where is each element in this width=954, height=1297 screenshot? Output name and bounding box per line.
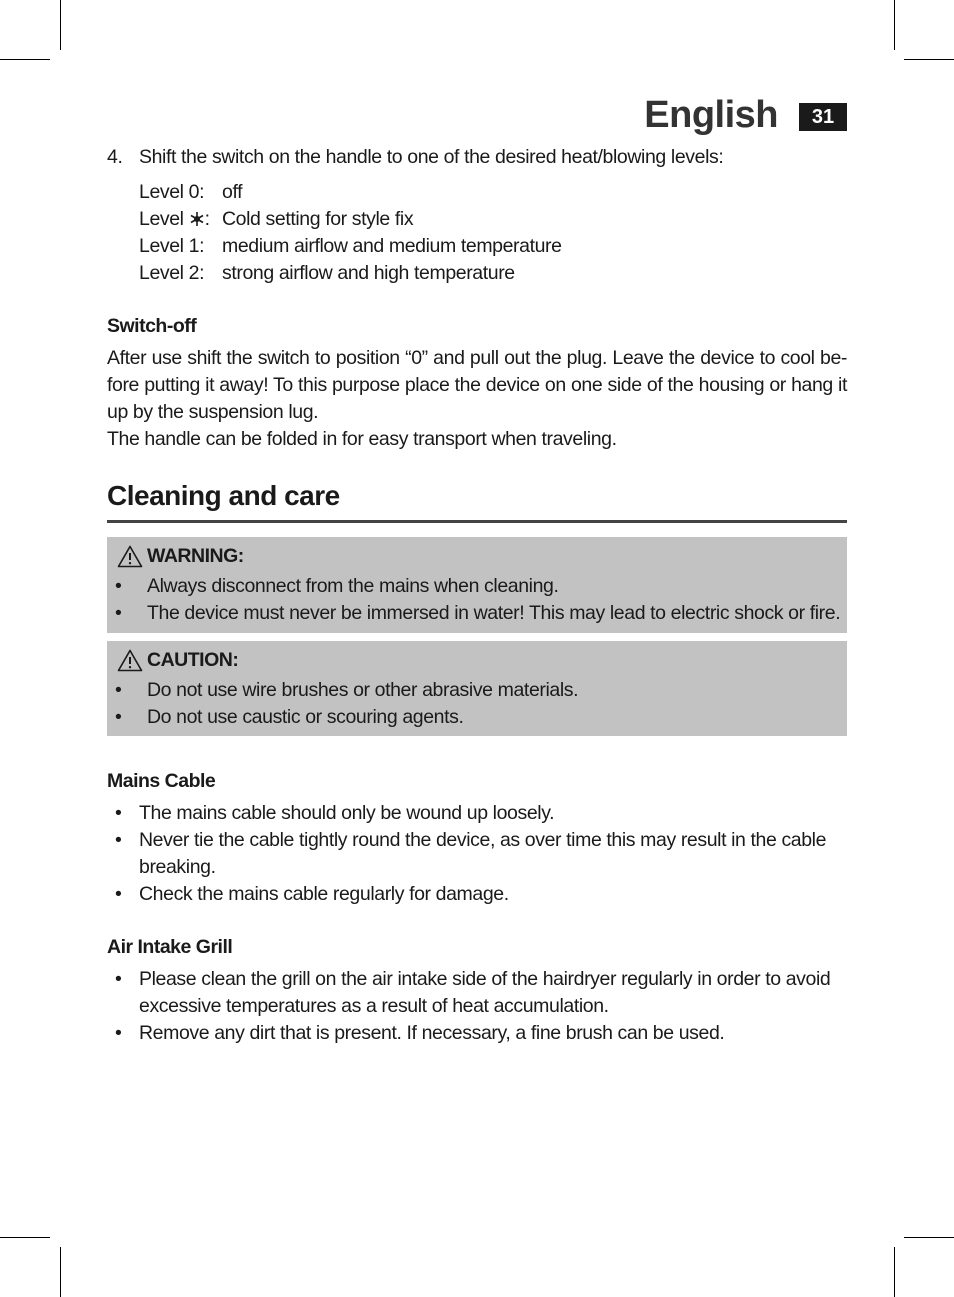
page-number: 31 (799, 103, 847, 131)
switch-off-heading: Switch-off (107, 315, 197, 337)
warning-heading-text: WARNING: (147, 545, 244, 567)
crop-mark (894, 1247, 895, 1297)
warning-box (107, 537, 847, 633)
list-item-text: Never tie the cable tightly round the device, as over time this may result in the cable breaking. (139, 829, 827, 878)
crop-mark (0, 1237, 50, 1238)
level-label: Level 2: (139, 262, 205, 284)
list-item (107, 827, 847, 881)
level-label: Level 1: (139, 235, 205, 257)
list-item-text: Please clean the grill on the air intake side of the hairdryer regularly in order to avoid excessive temperatures as a result of heat accumulation. (139, 968, 831, 1017)
level-label (139, 206, 210, 233)
list-item-text: Do not use wire brushes or other abrasive materials. (147, 679, 579, 701)
level-label-suffix: : (204, 208, 210, 230)
bullet: • (115, 883, 122, 905)
section-title: Cleaning and care (107, 480, 340, 511)
warning-triangle-icon (117, 545, 143, 568)
list-item-text: Always disconnect from the mains when cleaning. (147, 575, 559, 597)
bullet: • (115, 1022, 122, 1044)
list-item-text: The mains cable should only be wound up loosely. (139, 802, 555, 824)
bullet: • (115, 575, 122, 597)
list-item-text: Do not use caustic or scouring agents. (147, 706, 464, 728)
caution-heading-text: CAUTION: (147, 649, 239, 671)
level-desc: medium airflow and medium temperature (222, 235, 562, 257)
air-intake-heading: Air Intake Grill (107, 936, 233, 958)
level-label: Level 0: (139, 181, 205, 203)
caution-box (107, 641, 847, 736)
list-item-text: The device must never be immersed in water! This may lead to electric shock or fire. (147, 602, 841, 624)
list-item (107, 800, 847, 827)
crop-mark (904, 1237, 954, 1238)
crop-mark (60, 1247, 61, 1297)
bullet: • (115, 829, 122, 851)
snowflake-icon (189, 211, 205, 227)
list-item-text: Remove any dirt that is present. If necessary, a fine brush can be used. (139, 1022, 725, 1044)
level-desc: strong airflow and high temperature (222, 262, 515, 284)
list-item (107, 1020, 847, 1047)
step-number: 4. (107, 146, 123, 168)
list-item (107, 881, 847, 908)
caution-heading (117, 649, 238, 672)
bullet: • (115, 968, 122, 990)
mains-cable-heading: Mains Cable (107, 770, 216, 792)
list-item (107, 966, 847, 1020)
list-item-text: Check the mains cable regularly for damage. (139, 883, 509, 905)
bullet: • (115, 679, 122, 701)
warning-triangle-icon (117, 649, 143, 672)
level-desc: off (222, 181, 243, 203)
bullet: • (115, 802, 122, 824)
level-desc: Cold setting for style fix (222, 208, 414, 230)
section-divider (107, 520, 847, 523)
warning-heading (117, 545, 244, 568)
crop-mark (60, 0, 61, 50)
crop-mark (0, 59, 50, 60)
crop-mark (904, 59, 954, 60)
step-text: Shift the switch on the handle to one of the desired heat/blowing levels: (139, 146, 724, 168)
page-language-heading: English (644, 94, 778, 136)
bullet: • (115, 602, 122, 624)
bullet: • (115, 706, 122, 728)
switch-off-paragraph-2: The handle can be folded in for easy transport when traveling. (107, 428, 617, 450)
level-label-text: Level (139, 208, 184, 230)
switch-off-paragraph: After use shift the switch to position “0” and pull out the plug. Leave the device to cool be-fore putting it away! To this purpose place the device on one side of the housing or hang it up by the suspension lug. (107, 347, 847, 423)
crop-mark (894, 0, 895, 50)
